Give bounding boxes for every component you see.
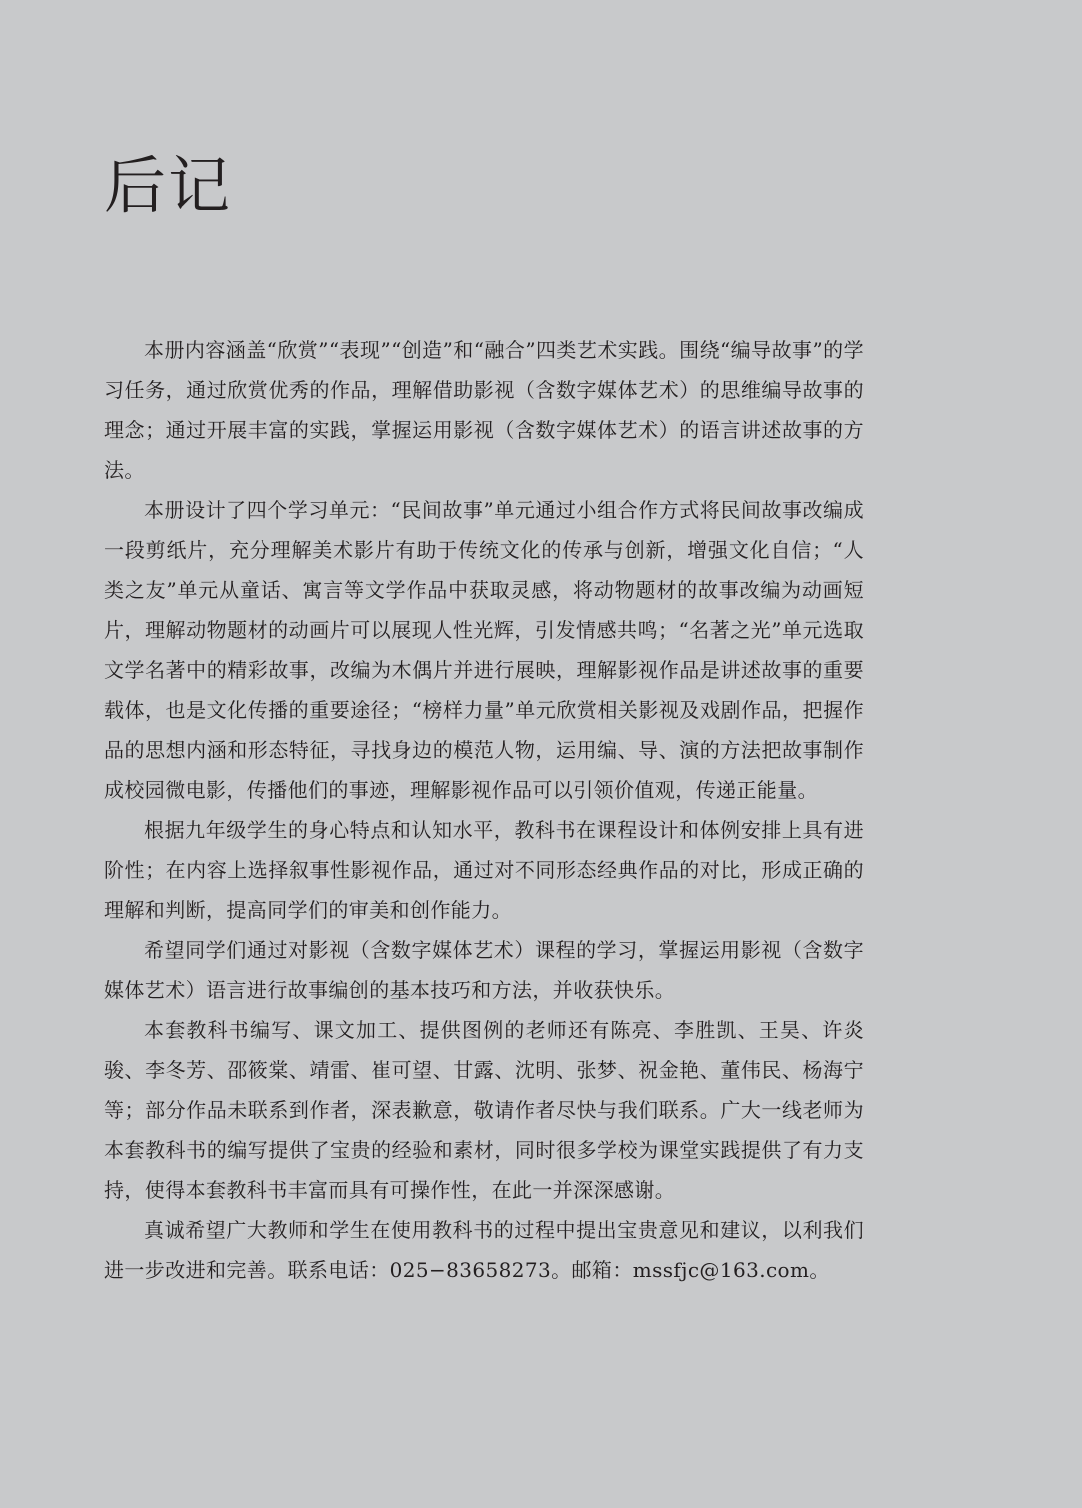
paragraph-curriculum-approach: 根据九年级学生的身心特点和认知水平，教科书在课程设计和体例安排上具有进阶性；在内容上选择叙事性影视作品，通过对不同形态经典作品的对比，形成正确的理解和判断，提高同学们的审美和创作能力。 <box>104 818 864 922</box>
paragraph-content-overview: 本册内容涵盖“欣赏”“表现”“创造”和“融合”四类艺术实践。围绕“编导故事”的学习任务，通过欣赏优秀的作品，理解借助影视（含数字媒体艺术）的思维编导故事的理念；通过开展丰富的实践，掌握运用影视（含数字媒体艺术）的语言讲述故事的方法。 <box>104 338 864 482</box>
paragraph-contact-info: 真诚希望广大教师和学生在使用教科书的过程中提出宝贵意见和建议，以利我们进一步改进和完善。联系电话：025−83658273。邮箱：mssfjc@163.com。 <box>104 1218 864 1282</box>
paragraph-student-hope: 希望同学们通过对影视（含数字媒体艺术）课程的学习，掌握运用影视（含数字媒体艺术）语言进行故事编创的基本技巧和方法，并收获快乐。 <box>104 938 864 1002</box>
paragraph-unit-design: 本册设计了四个学习单元：“民间故事”单元通过小组合作方式将民间故事改编成一段剪纸片，充分理解美术影片有助于传统文化的传承与创新，增强文化自信；“人类之友”单元从童话、寓言等文学作品中获取灵感，将动物题材的故事改编为动画短片，理解动物题材的动画片可以展现人性光辉，引发情感共鸣；“名著之光”单元选取文学名著中的精彩故事，改编为木偶片并进行展映，理解影视作品是讲述故事的重要载体，也是文化传播的重要途径；“榜样力量”单元欣赏相关影视及戏剧作品，把握作品的思想内涵和形态特征，寻找身边的模范人物，运用编、导、演的方法把故事制作成校园微电影，传播他们的事迹，理解影视作品可以引领价值观，传递正能量。 <box>104 498 864 802</box>
paragraph-acknowledgements: 本套教科书编写、课文加工、提供图例的老师还有陈亮、李胜凯、王昊、许炎骏、李冬芳、邵筱棠、靖雷、崔可望、甘露、沈明、张梦、祝金艳、董伟民、杨海宁等；部分作品未联系到作者，深表歉意，敬请作者尽快与我们联系。广大一线老师为本套教科书的编写提供了宝贵的经验和素材，同时很多学校为课堂实践提供了有力支持，使得本套教科书丰富而具有可操作性，在此一并深深感谢。 <box>104 1018 864 1202</box>
page-title: 后记 <box>104 149 233 222</box>
afterword-body <box>104 330 864 1290</box>
